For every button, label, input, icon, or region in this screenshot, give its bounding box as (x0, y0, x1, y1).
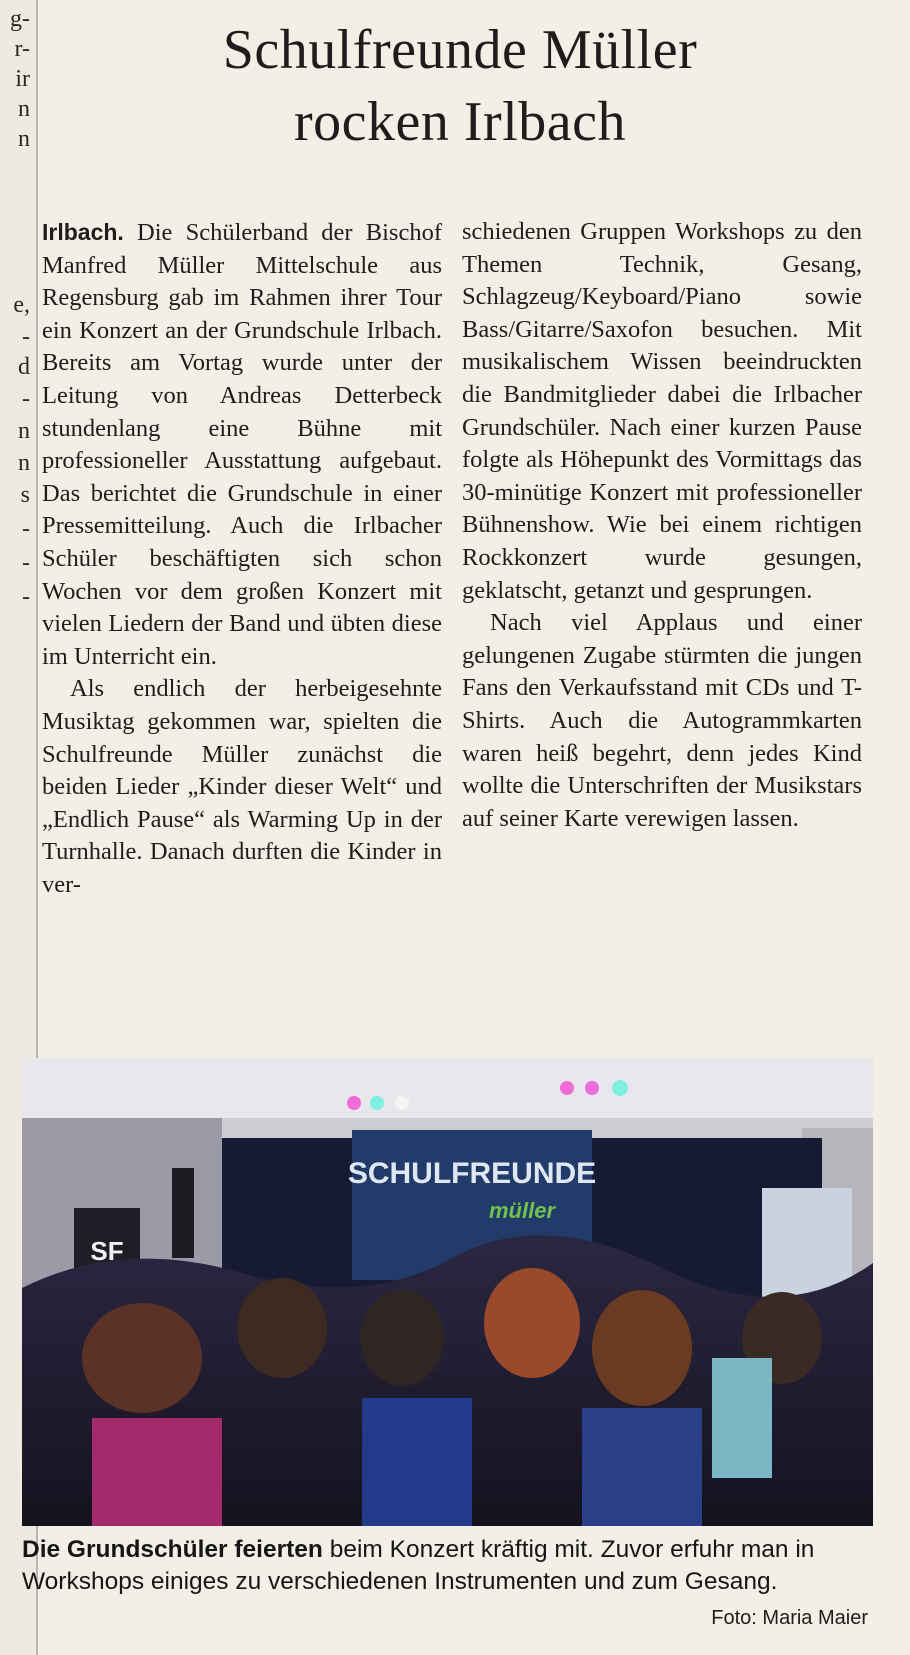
paragraph (42, 216, 442, 673)
article-headline (80, 14, 840, 158)
paragraph: Nach viel Applaus und einer gelungenen Zugabe stürmten die jungen Fans den Verkaufsstand mit CDs und T-Shirts. Auch die Autogrammkarten waren heiß begehrt, denn jedes Kind wollte die Unterschriften der Musikstars auf seiner Karte verewigen lassen. (462, 609, 862, 832)
paragraph: schiedenen Gruppen Workshops zu den Themen Technik, Gesang, Schlagzeug/Keyboard/Piano sowie Bass/Gitarre/Saxofon besuchen. Mit musikalischem Wissen beeindruckten die Bandmitglieder dabei die Irlbacher Grundschüler. Nach einer kurzen Pause folgte als Höhepunkt des Vormittags das 30-minütige Konzert mit professioneller Bühnenshow. Wie bei einem richtigen Rockkonzert wurde gesungen, geklatscht, getanzt und gesprungen. (462, 218, 862, 604)
fragment: n (18, 450, 30, 476)
sf-sign: SF (90, 1236, 124, 1266)
photo-caption (22, 1534, 873, 1598)
band-banner: SCHULFREUNDE (347, 1157, 597, 1190)
fragment: d (18, 354, 30, 380)
caption-bold: Die Grundschüler feierten (22, 1536, 323, 1563)
concert-photo-illustration (22, 1058, 873, 1526)
fragment: n (18, 418, 30, 444)
photo-credit: Foto: Maria Maier (711, 1607, 868, 1629)
fragment: - (22, 550, 30, 576)
headline-line-2: rocken Irlbach (294, 91, 626, 153)
fragment: r- (14, 36, 30, 62)
fragment: - (22, 324, 30, 350)
concert-photo (22, 1058, 873, 1526)
fragment: g- (10, 6, 30, 32)
article-column-1 (42, 216, 442, 901)
fragment: n (18, 126, 30, 152)
band-banner-sub: müller (488, 1198, 556, 1223)
paragraph: Als endlich der herbeigesehnte Musiktag gekommen war, spielten die Schulfreunde Müller zunächst die beiden Lieder „Kinder dieser Welt“ und „Endlich Pause“ als Warming Up in der Turnhalle. Danach durften die Kinder in ver- (42, 675, 442, 898)
dateline: Irlbach. (42, 219, 124, 245)
paragraph-text: Die Schülerband der Bischof Manfred Müller Mittelschule aus Regensburg gab im Rahmen ihrer Tour ein Konzert an der Grundschule Irlbach. Bereits am Vortag wurde unter der Leitung von Andreas Detterbeck stundenlang eine Bühne mit professioneller Ausstattung aufgebaut. Das berichtet die Grundschule in einer Pressemitteilung. Auch die Irlbacher Schüler beschäftigten sich schon Wochen vor dem großen Konzert mit vielen Liedern der Band und übten diese im Unterricht ein. (42, 219, 443, 670)
fragment: - (22, 584, 30, 610)
article-column-2 (462, 216, 862, 835)
fragment: s (20, 482, 30, 508)
fragment: - (22, 516, 30, 542)
caption-text: beim Konzert kräftig mit. Zuvor erfuhr man in Workshops einiges zu verschiedenen Instrumenten und zum Gesang. (22, 1536, 815, 1595)
fragment: - (22, 386, 30, 412)
fragment: ir (15, 66, 30, 92)
fragment: e, (13, 292, 30, 318)
headline-line-1: Schulfreunde Müller (222, 19, 698, 81)
fragment: n (18, 96, 30, 122)
